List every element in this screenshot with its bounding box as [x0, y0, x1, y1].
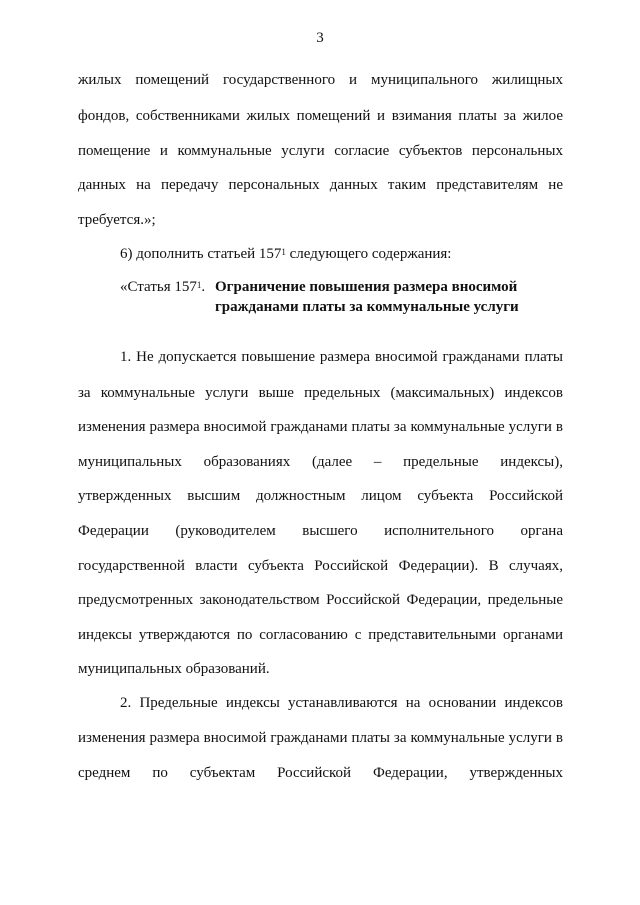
article-title-line-1: Ограничение повышения размера вносимой — [215, 279, 518, 295]
article-title-line-2: гражданами платы за коммунальные услуги — [215, 299, 519, 315]
text-line: 2. Предельные индексы устанавливаются на основании индексов — [120, 695, 563, 711]
item-6-text: 6) дополнить статьей 157 — [120, 246, 282, 262]
text-line: муниципальных образованиях (далее – предельные индексы), — [78, 454, 563, 470]
text-line: Федерации (руководителем высшего исполнительного органа — [78, 523, 563, 539]
article-label-text: «Статья 157 — [120, 279, 197, 295]
text-line: изменения размера вносимой гражданами платы за коммунальные услуги в — [78, 730, 563, 746]
text-line: государственной власти субъекта Российской Федерации). В случаях, — [78, 558, 563, 574]
text-line: данных на передачу персональных данных таким представителям не — [78, 177, 563, 193]
text-line: требуется.»; — [78, 212, 156, 228]
text-line: муниципальных образований. — [78, 661, 270, 677]
superscript: 1 — [196, 280, 202, 290]
article-dot: . — [201, 279, 206, 295]
page-number: 3 — [316, 30, 324, 46]
text-line: утвержденных высшим должностным лицом субъекта Российской — [78, 488, 563, 504]
article-label — [120, 277, 205, 297]
text-line: индексы утверждаются по согласованию с представительными органами — [78, 627, 563, 643]
text-line: за коммунальные услуги выше предельных (максимальных) индексов — [78, 385, 563, 401]
text-line — [120, 244, 451, 264]
text-line: среднем по субъектам Российской Федерации, утвержденных — [78, 765, 563, 781]
text-line: помещение и коммунальные услуги согласие субъектов персональных — [78, 143, 563, 159]
superscript: 1 — [281, 247, 286, 257]
text-line: 1. Не допускается повышение размера вносимой гражданами платы — [120, 349, 563, 365]
text-line: жилых помещений государственного и муниципального жилищных — [78, 72, 563, 88]
item-6-tail: следующего содержания: — [285, 246, 452, 262]
text-line: фондов, собственниками жилых помещений и взимания платы за жилое — [78, 108, 563, 124]
text-line: изменения размера вносимой гражданами платы за коммунальные услуги в — [78, 419, 563, 435]
text-line: предусмотренных законодательством Российской Федерации, предельные — [78, 592, 563, 608]
